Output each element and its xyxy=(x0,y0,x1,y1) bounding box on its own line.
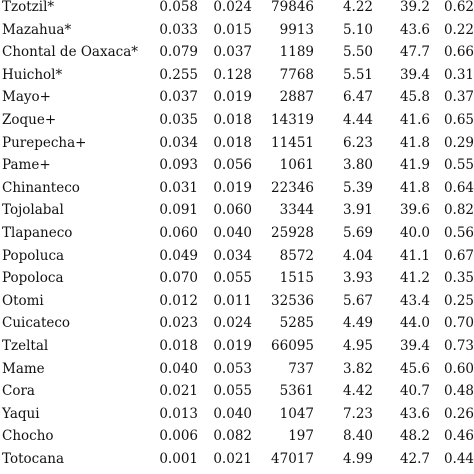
language-name-cell: Yaqui xyxy=(2,405,40,422)
table-row xyxy=(0,358,474,381)
value-cell-2: 0.034 xyxy=(213,247,252,264)
value-cell-1: 0.079 xyxy=(159,44,198,61)
table-row xyxy=(0,132,474,155)
value-cell-5: 48.2 xyxy=(399,428,430,445)
value-cell-2: 0.019 xyxy=(213,89,252,106)
table-row xyxy=(0,41,474,64)
value-cell-3: 3344 xyxy=(279,202,314,219)
value-cell-4: 3.80 xyxy=(342,157,373,174)
value-cell-2: 0.019 xyxy=(213,337,252,354)
value-cell-1: 0.033 xyxy=(159,21,198,38)
value-cell-6: 0.25 xyxy=(443,292,474,309)
value-cell-6: 0.60 xyxy=(443,360,474,377)
value-cell-1: 0.093 xyxy=(159,157,198,174)
value-cell-2: 0.024 xyxy=(213,0,252,15)
value-cell-1: 0.012 xyxy=(159,292,198,309)
language-name-cell: Popoloca xyxy=(2,270,64,287)
value-cell-3: 5361 xyxy=(279,383,314,400)
value-cell-6: 0.56 xyxy=(443,224,474,241)
value-cell-4: 3.91 xyxy=(342,202,373,219)
table-row xyxy=(0,0,474,19)
value-cell-3: 2887 xyxy=(279,89,314,106)
value-cell-2: 0.055 xyxy=(213,383,252,400)
language-name-cell: Tzeltal xyxy=(2,337,49,354)
value-cell-2: 0.018 xyxy=(213,111,252,128)
value-cell-5: 39.4 xyxy=(399,66,430,83)
value-cell-1: 0.035 xyxy=(159,111,198,128)
value-cell-2: 0.019 xyxy=(213,179,252,196)
value-cell-5: 42.7 xyxy=(399,450,430,467)
value-cell-4: 3.82 xyxy=(342,360,373,377)
value-cell-3: 197 xyxy=(288,428,314,445)
value-cell-2: 0.056 xyxy=(213,157,252,174)
value-cell-6: 0.65 xyxy=(443,111,474,128)
table-row xyxy=(0,312,474,335)
value-cell-4: 4.99 xyxy=(342,450,373,467)
value-cell-5: 43.4 xyxy=(399,292,430,309)
value-cell-6: 0.26 xyxy=(443,405,474,422)
value-cell-5: 39.2 xyxy=(399,0,430,15)
value-cell-4: 5.10 xyxy=(342,21,373,38)
value-cell-1: 0.006 xyxy=(159,428,198,445)
value-cell-6: 0.70 xyxy=(443,315,474,332)
value-cell-5: 41.6 xyxy=(399,111,430,128)
language-name-cell: Cuicateco xyxy=(2,315,71,332)
value-cell-3: 5285 xyxy=(279,315,314,332)
value-cell-5: 39.4 xyxy=(399,337,430,354)
value-cell-6: 0.46 xyxy=(443,428,474,445)
language-name-cell: Pame+ xyxy=(2,157,51,174)
value-cell-2: 0.055 xyxy=(213,270,252,287)
value-cell-4: 6.47 xyxy=(342,89,373,106)
table-row xyxy=(0,448,474,471)
value-cell-3: 22346 xyxy=(271,179,314,196)
value-cell-1: 0.049 xyxy=(159,247,198,264)
value-cell-5: 44.0 xyxy=(399,315,430,332)
value-cell-3: 1047 xyxy=(279,405,314,422)
value-cell-2: 0.040 xyxy=(213,224,252,241)
value-cell-3: 79846 xyxy=(271,0,314,15)
value-cell-6: 0.73 xyxy=(443,337,474,354)
value-cell-1: 0.091 xyxy=(159,202,198,219)
value-cell-1: 0.021 xyxy=(159,383,198,400)
value-cell-3: 47017 xyxy=(271,450,314,467)
value-cell-1: 0.058 xyxy=(159,0,198,15)
value-cell-3: 1189 xyxy=(279,44,314,61)
value-cell-6: 0.62 xyxy=(443,0,474,15)
value-cell-4: 6.23 xyxy=(342,134,373,151)
table-row xyxy=(0,177,474,200)
value-cell-2: 0.024 xyxy=(213,315,252,332)
language-name-cell: Tlapaneco xyxy=(2,224,73,241)
table-row xyxy=(0,86,474,109)
value-cell-2: 0.011 xyxy=(213,292,252,309)
value-cell-2: 0.128 xyxy=(213,66,252,83)
value-cell-2: 0.082 xyxy=(213,428,252,445)
language-name-cell: Popoluca xyxy=(2,247,65,264)
value-cell-4: 4.95 xyxy=(342,337,373,354)
table-row xyxy=(0,154,474,177)
value-cell-4: 5.67 xyxy=(342,292,373,309)
value-cell-1: 0.031 xyxy=(159,179,198,196)
value-cell-1: 0.037 xyxy=(159,89,198,106)
value-cell-3: 9913 xyxy=(279,21,314,38)
value-cell-1: 0.001 xyxy=(159,450,198,467)
table-row xyxy=(0,19,474,42)
value-cell-1: 0.255 xyxy=(159,66,198,83)
value-cell-2: 0.053 xyxy=(213,360,252,377)
table-row xyxy=(0,425,474,448)
value-cell-1: 0.070 xyxy=(159,270,198,287)
language-name-cell: Zoque+ xyxy=(2,111,57,128)
value-cell-5: 43.6 xyxy=(399,21,430,38)
value-cell-1: 0.060 xyxy=(159,224,198,241)
value-cell-4: 8.40 xyxy=(342,428,373,445)
language-name-cell: Purepecha+ xyxy=(2,134,87,151)
value-cell-2: 0.018 xyxy=(213,134,252,151)
value-cell-4: 4.04 xyxy=(342,247,373,264)
value-cell-5: 41.1 xyxy=(399,247,430,264)
value-cell-3: 14319 xyxy=(271,111,314,128)
value-cell-2: 0.060 xyxy=(213,202,252,219)
value-cell-6: 0.64 xyxy=(443,179,474,196)
value-cell-4: 5.50 xyxy=(342,44,373,61)
value-cell-3: 737 xyxy=(288,360,314,377)
table-row xyxy=(0,267,474,290)
value-cell-2: 0.040 xyxy=(213,405,252,422)
value-cell-1: 0.018 xyxy=(159,337,198,354)
language-name-cell: Mayo+ xyxy=(2,89,51,106)
table-row xyxy=(0,222,474,245)
value-cell-6: 0.37 xyxy=(443,89,474,106)
value-cell-6: 0.35 xyxy=(443,270,474,287)
table-row xyxy=(0,199,474,222)
value-cell-5: 41.2 xyxy=(399,270,430,287)
value-cell-4: 7.23 xyxy=(342,405,373,422)
language-name-cell: Huichol* xyxy=(2,66,63,83)
language-name-cell: Cora xyxy=(2,383,35,400)
value-cell-3: 25928 xyxy=(271,224,314,241)
value-cell-3: 8572 xyxy=(279,247,314,264)
value-cell-4: 5.69 xyxy=(342,224,373,241)
value-cell-5: 41.8 xyxy=(399,134,430,151)
value-cell-6: 0.29 xyxy=(443,134,474,151)
value-cell-5: 41.9 xyxy=(399,157,430,174)
value-cell-5: 45.8 xyxy=(399,89,430,106)
value-cell-5: 41.8 xyxy=(399,179,430,196)
value-cell-6: 0.82 xyxy=(443,202,474,219)
value-cell-6: 0.44 xyxy=(443,450,474,467)
value-cell-5: 45.6 xyxy=(399,360,430,377)
value-cell-1: 0.040 xyxy=(159,360,198,377)
value-cell-6: 0.48 xyxy=(443,383,474,400)
value-cell-6: 0.22 xyxy=(443,21,474,38)
language-name-cell: Tzotzil* xyxy=(2,0,55,15)
table-row xyxy=(0,380,474,403)
value-cell-4: 4.49 xyxy=(342,315,373,332)
language-name-cell: Chontal de Oaxaca* xyxy=(2,44,138,61)
table-row xyxy=(0,64,474,87)
value-cell-3: 32536 xyxy=(271,292,314,309)
value-cell-6: 0.66 xyxy=(443,44,474,61)
value-cell-3: 7768 xyxy=(279,66,314,83)
value-cell-5: 39.6 xyxy=(399,202,430,219)
value-cell-4: 4.44 xyxy=(342,111,373,128)
value-cell-5: 47.7 xyxy=(399,44,430,61)
value-cell-5: 40.7 xyxy=(399,383,430,400)
value-cell-4: 3.93 xyxy=(342,270,373,287)
value-cell-5: 43.6 xyxy=(399,405,430,422)
table-row xyxy=(0,335,474,358)
language-name-cell: Chinanteco xyxy=(2,179,80,196)
value-cell-6: 0.67 xyxy=(443,247,474,264)
table-row xyxy=(0,290,474,313)
value-cell-2: 0.037 xyxy=(213,44,252,61)
language-name-cell: Chocho xyxy=(2,428,54,445)
value-cell-1: 0.034 xyxy=(159,134,198,151)
language-name-cell: Tojolabal xyxy=(2,202,64,219)
value-cell-4: 4.22 xyxy=(342,0,373,15)
value-cell-3: 1515 xyxy=(279,270,314,287)
value-cell-3: 1061 xyxy=(279,157,314,174)
language-name-cell: Otomi xyxy=(2,292,44,309)
value-cell-2: 0.015 xyxy=(213,21,252,38)
value-cell-5: 40.0 xyxy=(399,224,430,241)
table-row xyxy=(0,403,474,426)
value-cell-6: 0.31 xyxy=(443,66,474,83)
language-name-cell: Mame xyxy=(2,360,45,377)
value-cell-1: 0.013 xyxy=(159,405,198,422)
table-row xyxy=(0,109,474,132)
value-cell-4: 5.39 xyxy=(342,179,373,196)
value-cell-1: 0.023 xyxy=(159,315,198,332)
value-cell-4: 4.42 xyxy=(342,383,373,400)
language-name-cell: Totocana xyxy=(2,450,64,467)
value-cell-3: 66095 xyxy=(271,337,314,354)
value-cell-2: 0.021 xyxy=(213,450,252,467)
value-cell-3: 11451 xyxy=(271,134,314,151)
language-name-cell: Mazahua* xyxy=(2,21,72,38)
value-cell-6: 0.55 xyxy=(443,157,474,174)
table-row xyxy=(0,245,474,268)
value-cell-4: 5.51 xyxy=(342,66,373,83)
